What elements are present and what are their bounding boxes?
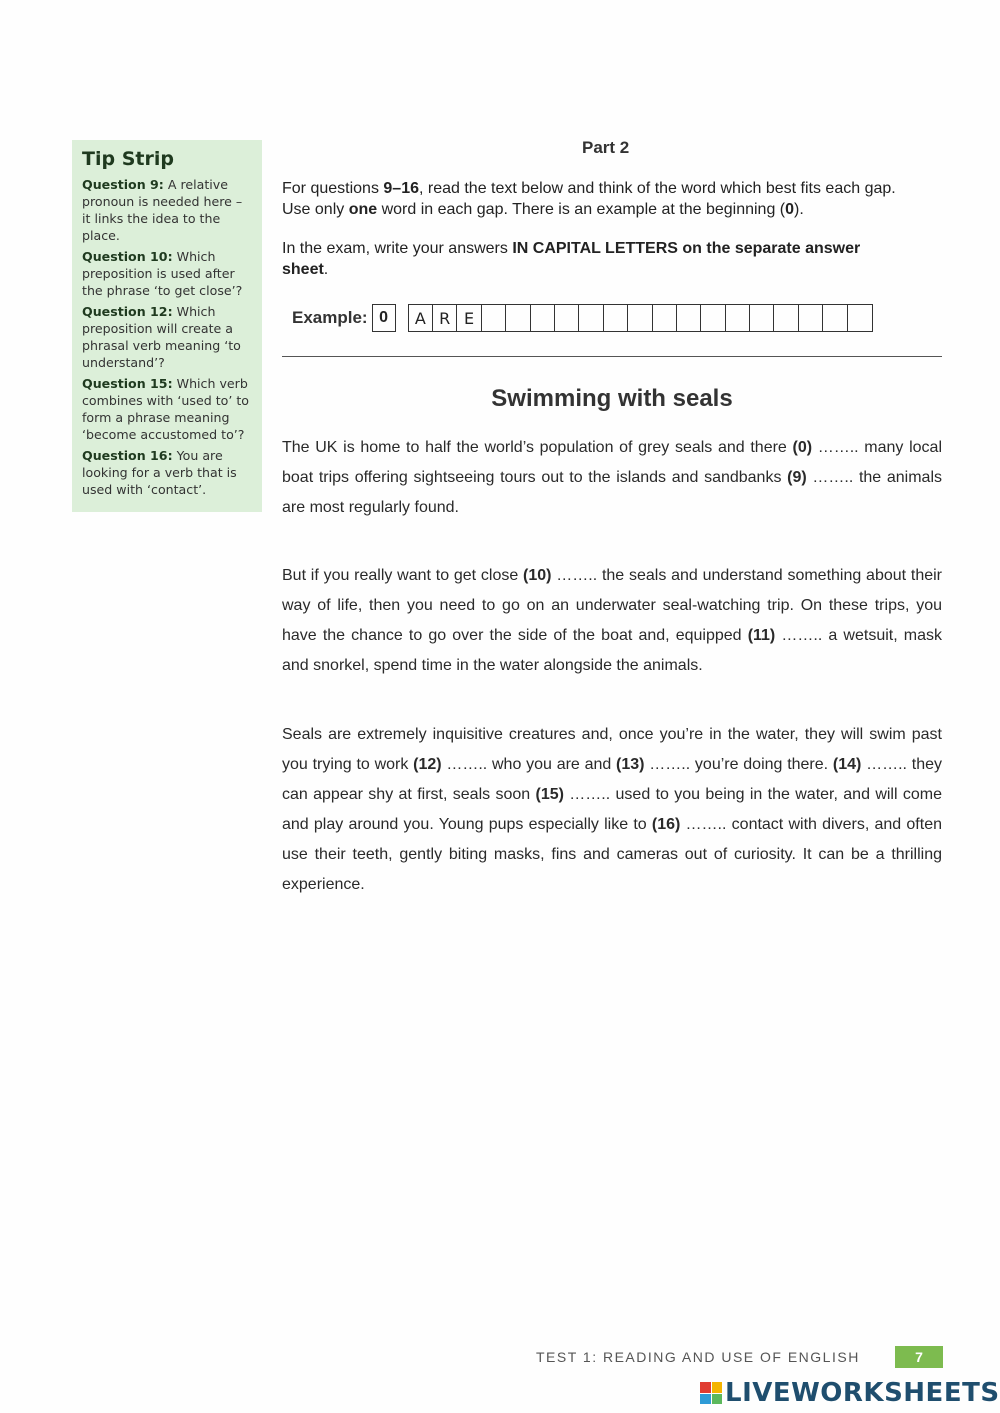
brand-logo-square [700,1382,711,1393]
instructions-paragraph-1 [282,178,922,220]
answer-letter-box [823,305,847,331]
answer-letter-box [579,305,603,331]
instr-text: word in each gap. There is an example at the beginning ( [377,201,786,218]
answer-letter-box [506,305,530,331]
tip-question-label: Question 10: [82,249,173,264]
text-segment: …….. the animals are most regularly found. [282,469,943,516]
gap-number: (14) [832,756,862,773]
answer-letter-box [628,305,652,331]
tip-item [82,248,252,299]
text-segment: …….. they can appear shy at first, seals soon [282,756,942,803]
answer-letter-box: A [409,305,433,331]
text-paragraph-3 [282,720,942,900]
text-segment: The UK is home to half the world’s population of grey seals and there [282,439,793,456]
example-answer-boxes [408,304,873,332]
tip-question-label: Question 12: [82,304,173,319]
answer-letter-box [848,305,872,331]
example-number-box: 0 [372,304,396,332]
answer-letter-box [555,305,579,331]
instr-text: , read the text below and think of the word which best fits each gap. Use only [282,180,896,218]
text-paragraph-1 [282,433,942,523]
example-row [292,303,873,333]
answer-letter-box [604,305,628,331]
answer-letter-box: E [457,305,481,331]
brand-logo-icon [700,1382,722,1404]
text-paragraph-2 [282,561,942,681]
gap-number: (9) [787,469,807,486]
footer-section-label: TEST 1: READING AND USE OF ENGLISH [536,1349,860,1365]
gap-number: (11) [747,627,776,644]
part-title: Part 2 [582,138,630,157]
gap-number: (12) [413,756,442,773]
tip-question-label: Question 15: [82,376,173,391]
text-segment: …….. you’re doing there. [644,756,833,773]
answer-letter-box [482,305,506,331]
answer-letter-box [531,305,555,331]
tip-text: Which preposition will create a phrasal verb meaning ‘to understand’? [82,304,241,370]
divider [282,356,942,357]
answer-letter-box [677,305,701,331]
instr-emphasis: IN CAPITAL LETTERS on the separate answer sheet [282,240,861,278]
instr-text: For questions [282,180,384,197]
example-label: Example: [292,308,368,327]
gap-number: (10) [523,567,552,584]
gap-number: (0) [792,439,813,456]
instr-text: ). [794,201,804,218]
tip-item [82,176,252,244]
brand-logo-square [712,1394,723,1405]
text-segment: But if you really want to get close [282,567,524,584]
tip-text: A relative pronoun is needed here – it links the idea to the place. [82,177,243,243]
instr-example-number: 0 [785,201,795,218]
story-title: Swimming with seals [491,385,733,412]
brand-watermark [700,1378,1000,1408]
tip-item [82,447,252,498]
instr-emphasis: one [348,201,378,218]
instructions-paragraph-2 [282,238,882,280]
answer-letter-box [799,305,823,331]
brand-logo-square [700,1394,711,1405]
answer-letter-box [701,305,725,331]
tip-text: You are looking for a verb that is used with ‘contact’. [82,448,237,497]
tip-strip-title: Tip Strip [82,148,174,170]
text-segment: …….. many local boat trips offering sightseeing tours out to the islands and sandbanks [282,439,942,486]
tip-question-label: Question 16: [82,448,173,463]
tip-strip [72,140,262,512]
tip-item [82,303,252,371]
gap-number: (15) [535,786,564,803]
brand-logo-square [712,1382,723,1393]
brand-name: LIVEWORKSHEETS [725,1378,1000,1408]
gap-number: (16) [651,816,681,833]
text-segment: Seals are extremely inquisitive creatures and, once you’re in the water, they will swim past you trying to work [282,726,942,773]
answer-letter-box [726,305,750,331]
answer-letter-box [750,305,774,331]
answer-letter-box [653,305,677,331]
tip-text: Which preposition is used after the phrase ‘to get close’? [82,249,243,298]
text-segment: …….. used to you being in the water, and will come and play around you. Young pups especially like to [282,786,942,833]
text-segment: …….. contact with divers, and often use their teeth, gently biting masks, fins and cameras out of curiosity. It can be a thrilling experience. [282,816,942,893]
text-segment: …….. the seals and understand something about their way of life, then you need to go on an underwater seal-watching trip. On these trips, you have the chance to go over the side of the boat and, equipped [282,567,942,644]
answer-letter-box [774,305,798,331]
answer-letter-box: R [433,305,457,331]
tip-text: Which verb combines with ‘used to’ to form a phrase meaning ‘become accustomed to’? [82,376,249,442]
instr-question-range: 9–16 [383,180,419,197]
page-number: 7 [895,1346,943,1368]
instr-text: . [323,261,329,278]
text-segment: …….. a wetsuit, mask and snorkel, spend time in the water alongside the animals. [282,627,943,674]
tip-question-label: Question 9: [82,177,164,192]
gap-number: (13) [616,756,645,773]
instr-text: In the exam, write your answers [282,240,513,257]
tip-strip-items [82,176,252,498]
tip-item [82,375,252,443]
text-segment: …….. who you are and [441,756,617,773]
